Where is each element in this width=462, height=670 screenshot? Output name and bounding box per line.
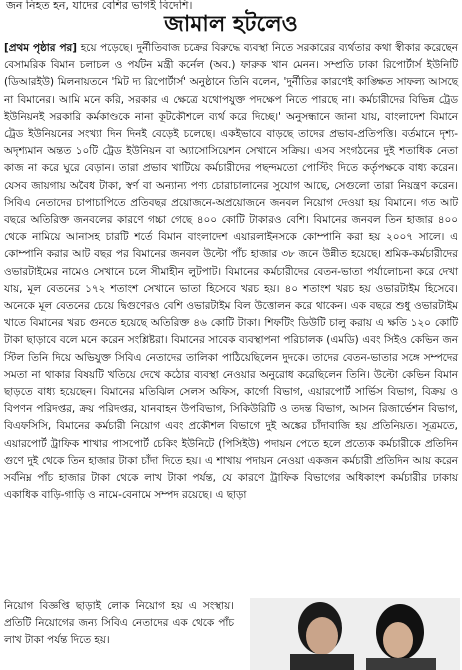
top-fragment: জন নিহত হন, যাদের বেশির ভাগই বিদেশি। [6, 0, 193, 12]
headline: জামাল হটলেও [164, 12, 298, 37]
article-body [4, 40, 458, 504]
photo-two-people-icon [250, 598, 460, 670]
tail-paragraph: নিয়োগ বিজ্ঞপ্তি ছাড়াই লোক নিয়োগ হয় এ সংস্থায়। প্রতিটি নিয়োগের জন্য সিবিএ নেতাদের এক থেকে পাঁচ লাখ টাকা পর্যন্ত দিতে হয়। [4, 600, 234, 647]
news-photo [250, 598, 460, 670]
article-tail [4, 598, 234, 650]
article-paragraph [4, 40, 458, 504]
jump-marker: [প্রথম পৃষ্ঠার পর] [4, 42, 78, 54]
body-text: হয়ে পড়েছে। দুর্নীতিবাজ চক্রের বিরুদ্ধে ব্যবস্থা নিতে সরকারের ব্যর্থতার কথা স্বীকার করেছেন বেসামরিক বিমান চলাচল ও পর্যটন মন্ত্রী কর্নেল (অব.) ফারুক খান মেনন। সম্প্রতি ঢাকা রিপোর্টার্স ইউনিটি (ডিআরইউ) মিলনায়তনে 'মিট দ্য রিপোর্টার্স' অনুষ্ঠানে তিনি বলেন, 'দুর্নীতির কারণেই কাঙ্ক্ষিত সাফল্য আসছে না বিমানের। আমি মনে করি, সরকার এ ক্ষেত্রে যথোপযুক্ত পদক্ষেপ নিতে পারছে না। কর্মচারীদের বিভিন্ন ট্রেড ইউনিয়নই সরকারি কর্মকাণ্ডকে নানা কূটকৌশলে ব্যর্থ করে দিচ্ছে।' অনুসন্ধানে জানা যায়, বাংলাদেশ বিমানে ট্রেড ইউনিয়নের সংখ্যা দিন দিনই বেড়েই চলেছে। একইভাবে বাড়ছে তাদের প্রভাব-প্রতিপত্তি। বর্তমানে দৃশ্য-অদৃশ্যমান অন্তত ১০টি ট্রেড ইউনিয়ন বা অ্যাসোসিয়েশন সেখানে সক্রিয়। এসব সংগঠনের দুই শতাধিক নেতা কাজ না করে ঘুরে বেড়ান। তারা প্রভাব খাটিয়ে কর্মচারীদের পছন্দমতো পোস্টিং দিতে কর্তৃপক্ষকে বাধ্য করেন। যেসব জায়গায় অবৈধ টাকা, স্বর্ণ বা অন্যান্য পণ্য চোরাচালানের সুযোগ আছে, সেগুলো তারা নিয়ন্ত্রণ করেন। সিবিএ নেতাদের চাপাচাপিতে প্রতিবছর প্রয়োজনে-অপ্রয়োজনে জনবল নিয়োগ দেওয়া হয় বিমানে। গত আট বছরে অতিরিক্ত জনবলের কারণে গচ্চা গেছে ৪০০ কোটি টাকারও বেশি। বিমানের জনবল তিন হাজার ৪০০ থেকে নামিয়ে আনাসহ চারটি শর্তে বিমান বাংলাদেশ এয়ারলাইনসকে কোম্পানি করা হয় ২০০৭ সালে। এ কোম্পানি করার আট বছর পর বিমানের জনবল উল্টো পাঁচ হাজার ৩৮ জনে উন্নীত হয়েছে। শ্রমিক-কর্মচারীদের ওভারটাইমের নামেও সেখানে চলে সীমাহীন লুটপাট। বিমানের কর্মচারীদের বেতন-ভাতা পর্যালোচনা করে দেখা যায়, মূল বেতনের ১৭২ শতাংশ সেখানে ভাতা হিসেবে খরচ হয়। ৪০ শতাংশ খরচ হয় ওভারটাইম হিসেবে। অনেকে মূল বেতনের চেয়ে দ্বিগুণেরও বেশি ওভারটাইম বিল উত্তোলন করে থাকেন। এক বছরে শুধু ওভারটাইম খাতে বিমানের খরচ গুনতে হয়েছে অতিরিক্ত ৪৬ কোটি টাকা। শিফটিং ডিউটি চালু করায় এ ক্ষতি ১২০ কোটি টাকা ছাড়াবে বলে মনে করেন সংশ্লিষ্টরা। বিমানের সাবেক ব্যবস্থাপনা পরিচালক (এমডি) এবং সিইও কেভিন জন স্টিল তিনি দিয়ে অভিযুক্ত সিবিএ নেতাদের তালিকা পাঠিয়েছিলেন দুদকে। তাদের বেতন-ভাতার সঙ্গে সম্পদের সমতা না থাকার বিষয়টি খতিয়ে দেখে কঠোর ব্যবস্থা নেওয়ার অনুরোধ করেছিলেন তিনি। উল্টো কেভিন বিমান ছাড়তে বাধ্য হয়েছেন। বিমানের মতিঝিল সেলস অফিস, কার্গো বিভাগ, এয়ারপোর্ট সার্ভিস বিভাগ, বিক্রয় ও বিপণন পরিদপ্তর, ক্রয় পরিদপ্তর, যানবাহন উপবিভাগ, সিকিউরিটি ও তদন্ত বিভাগ, আসন রিজার্ভেশন বিভাগ, বিএফসিসি, বিমানের কর্মচারী নিয়োগ এবং প্রকৌশল বিভাগে দুই অঙ্কের চাঁদাবাজি হয় প্রতিনিয়ত। সূত্রমতে, এয়ারপোর্ট ট্রাফিক শাখার পাসপোর্ট চেকিং ইউনিটে (পিসিইউ) পদায়ন পেতে হলে প্রত্যেক কর্মচারীকে প্রতিদিন গুণে দুই থেকে তিন হাজার টাকা চাঁদা দিতে হয়। এ শাখায় পদায়ন নেওয়া একজন কর্মচারী প্রতিদিন আয় করেন সর্বনিম্ন পাঁচ হাজার টাকা থেকে লাখ টাকা পর্যন্ত, যে কারণে ট্রাফিক বিভাগের অধিকাংশ কর্মচারীর ঢাকায় একাধিক বাড়ি-গাড়ি ও নামে-বেনামে সম্পদ রয়েছে। এ ছাড়া [4, 42, 459, 502]
